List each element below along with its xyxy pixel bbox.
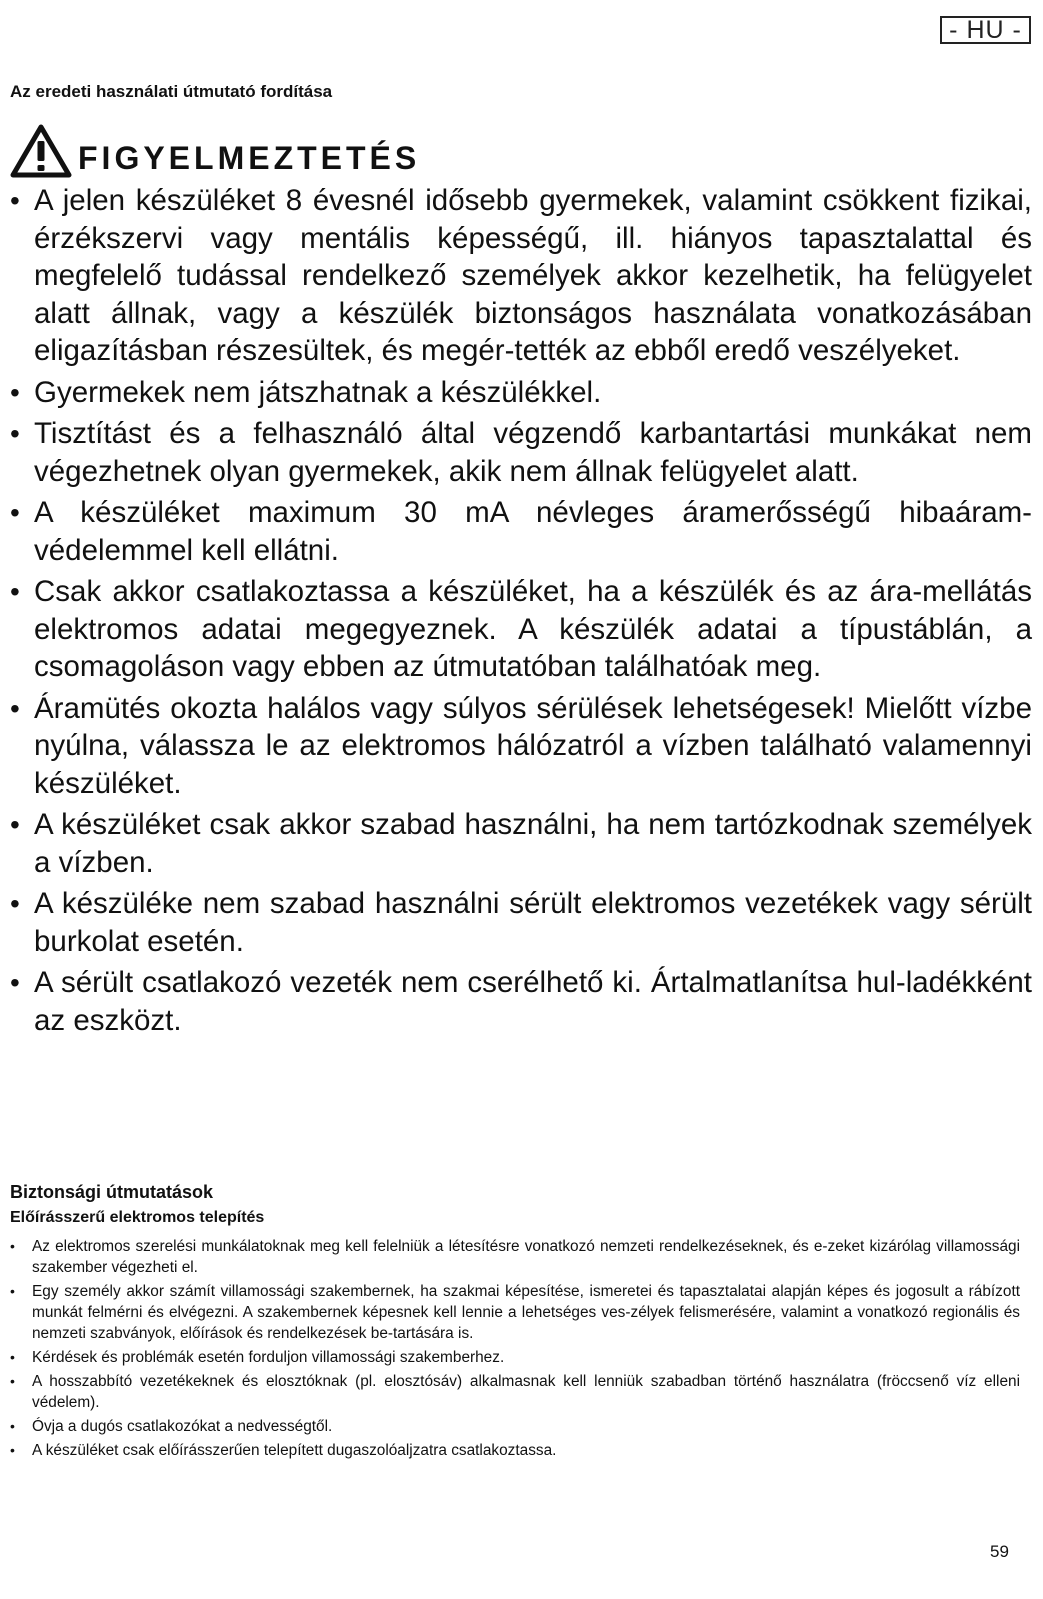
- warning-item: • A jelen készüléket 8 évesnél idősebb gyermekek, valamint csökkent fizikai, érzékszervi vagy mentális képességű, ill. hiányos tapasztalattal és megfelelő tudással rendelkező személyek akkor kezelhetik, ha felügyelet alatt állnak, vagy a készülék biztonságos használata vonatkozásában eligazításban részesültek, és megér-tették az ebből eredő veszélyeket.: [10, 182, 1032, 370]
- safety-item: • Óvja a dugós csatlakozókat a nedvességtől.: [10, 1416, 1020, 1437]
- warning-item: • A készüléket csak akkor szabad használni, ha nem tartózkodnak személyek a vízben.: [10, 806, 1032, 881]
- safety-list: [10, 1236, 1020, 1464]
- warning-title: FIGYELMEZTETÉS: [78, 139, 421, 176]
- safety-item: • Az elektromos szerelési munkálatoknak meg kell felelniük a létesítésre vonatkozó nemzeti rendelkezéseknek, és e-zeket kizárólag villamossági szakember végezheti el.: [10, 1236, 1020, 1278]
- warning-triangle-icon: [10, 124, 72, 178]
- warning-item: • Tisztítást és a felhasználó által végzendő karbantartási munkákat nem végezhetnek olyan gyermekek, akik nem állnak felügyelet alatt.: [10, 415, 1032, 490]
- safety-item: • Kérdések és problémák esetén forduljon villamossági szakemberhez.: [10, 1347, 1020, 1368]
- safety-item: • A készüléket csak előírásszerűen telepített dugaszolóaljzatra csatlakoztassa.: [10, 1440, 1020, 1461]
- warning-item: • A sérült csatlakozó vezeték nem cserélhető ki. Ártalmatlanítsa hul-ladékként az eszközt.: [10, 964, 1032, 1039]
- warning-item: • Áramütés okozta halálos vagy súlyos sérülések lehetségesek! Mielőtt vízbe nyúlna, válassza le az elektromos hálózatról a vízben található valamennyi készüléket.: [10, 690, 1032, 803]
- language-tag: - HU -: [940, 16, 1031, 44]
- warning-header: [10, 120, 420, 182]
- document-subtitle: Az eredeti használati útmutató fordítása: [10, 82, 333, 101]
- warning-item: • Gyermekek nem játszhatnak a készülékkel.: [10, 374, 1032, 412]
- warning-item: • Csak akkor csatlakoztassa a készüléket, ha a készülék és az ára-mellátás elektromos adatai megegyeznek. A készülék adatai a típustáblán, a csomagoláson vagy ebben az útmutatóban találhatóak meg.: [10, 573, 1032, 686]
- warning-item: • A készüléke nem szabad használni sérült elektromos vezetékek vagy sérült burkolat esetén.: [10, 885, 1032, 960]
- warning-list: [10, 182, 1032, 1043]
- page-number: 59: [990, 1542, 1009, 1561]
- safety-section-title: Biztonsági útmutatások: [10, 1182, 214, 1202]
- safety-section-subtitle: Előírásszerű elektromos telepítés: [10, 1209, 265, 1226]
- safety-item: • A hosszabbító vezetékeknek és elosztóknak (pl. elosztósáv) alkalmasnak kell lenniük szabadban történő használatra (fröccsenő víz elleni védelem).: [10, 1371, 1020, 1413]
- safety-item: • Egy személy akkor számít villamossági szakembernek, ha szakmai képesítése, ismeretei és tapasztalatai alapján képes és jogosult a rábízott munkát felmérni és elvégezni. A szakembernek képesnek kell lennie a lehetséges ves-zélyek felismerésére, valamint a vonatkozó regionális és nemzeti szabványok, előírások és rendelkezések be-tartására is.: [10, 1281, 1020, 1344]
- warning-item: • A készüléket maximum 30 mA névleges áramerősségű hibaáram-védelemmel kell ellátni.: [10, 494, 1032, 569]
